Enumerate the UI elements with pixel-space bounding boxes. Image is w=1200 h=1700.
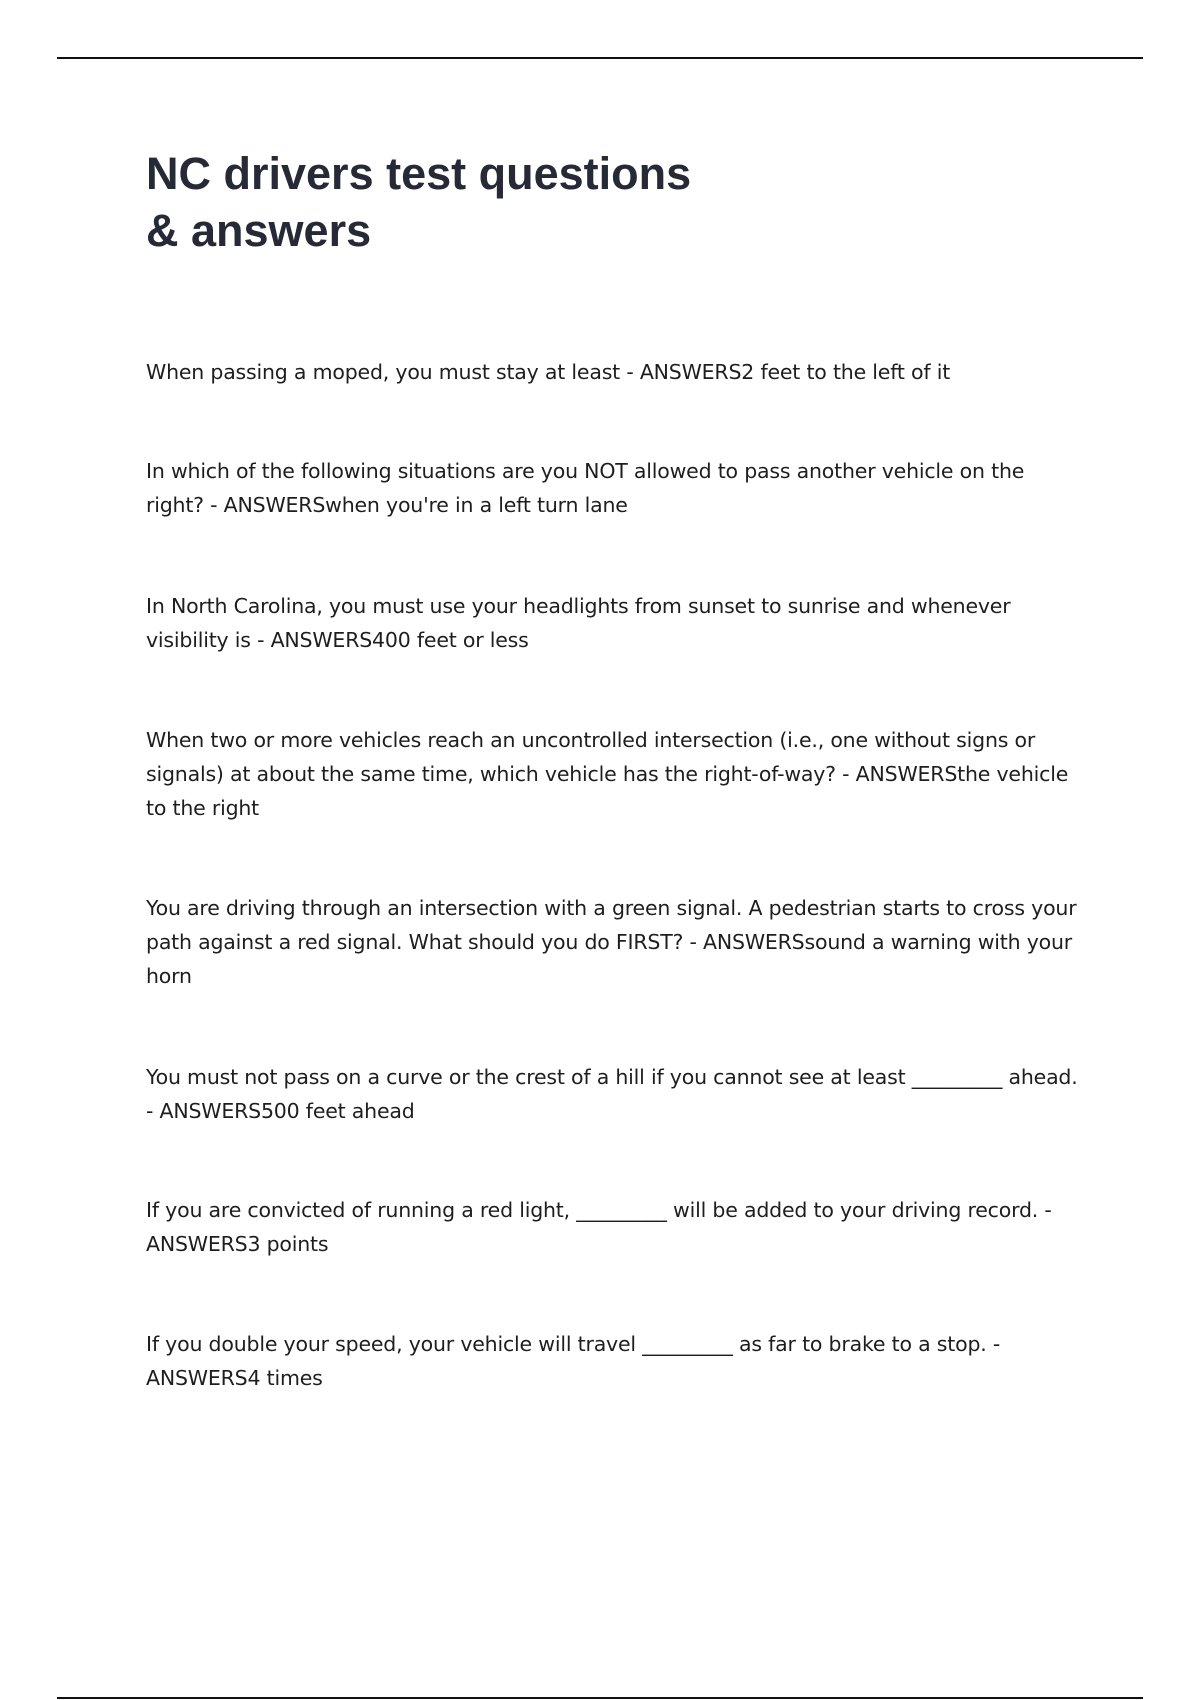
qa-item: In North Carolina, you must use your headlights from sunset to sunrise and whenever visibility is - ANSWERS400 feet or less [146, 594, 1011, 652]
top-rule [57, 57, 1143, 59]
title-line-1: NC drivers test questions [146, 148, 692, 199]
qa-item: When two or more vehicles reach an uncontrolled intersection (i.e., one without signs or signals) at about the same time, which vehicle has the right-of-way? - ANSWERSthe vehicle to the right [146, 728, 1069, 820]
qa-item: In which of the following situations are you NOT allowed to pass another vehicle on the right? - ANSWERSwhen you're in a left turn lane [146, 459, 1025, 517]
qa-item: You must not pass on a curve or the crest of a hill if you cannot see at least _________ ahead. - ANSWERS500 feet ahead [146, 1065, 1078, 1123]
title-line-2: & answers [146, 205, 372, 256]
qa-item: When passing a moped, you must stay at least - ANSWERS2 feet to the left of it [146, 360, 951, 384]
document-title [146, 145, 786, 259]
qa-item: You are driving through an intersection with a green signal. A pedestrian starts to cross your path against a red signal. What should you do FIRST? - ANSWERSsound a warning with your horn [146, 896, 1077, 988]
bottom-rule [57, 1697, 1143, 1699]
qa-item: If you double your speed, your vehicle will travel _________ as far to brake to a stop. - ANSWERS4 times [146, 1332, 1001, 1390]
qa-item: If you are convicted of running a red light, _________ will be added to your driving record. - ANSWERS3 points [146, 1198, 1052, 1256]
document-body [146, 145, 1086, 1390]
